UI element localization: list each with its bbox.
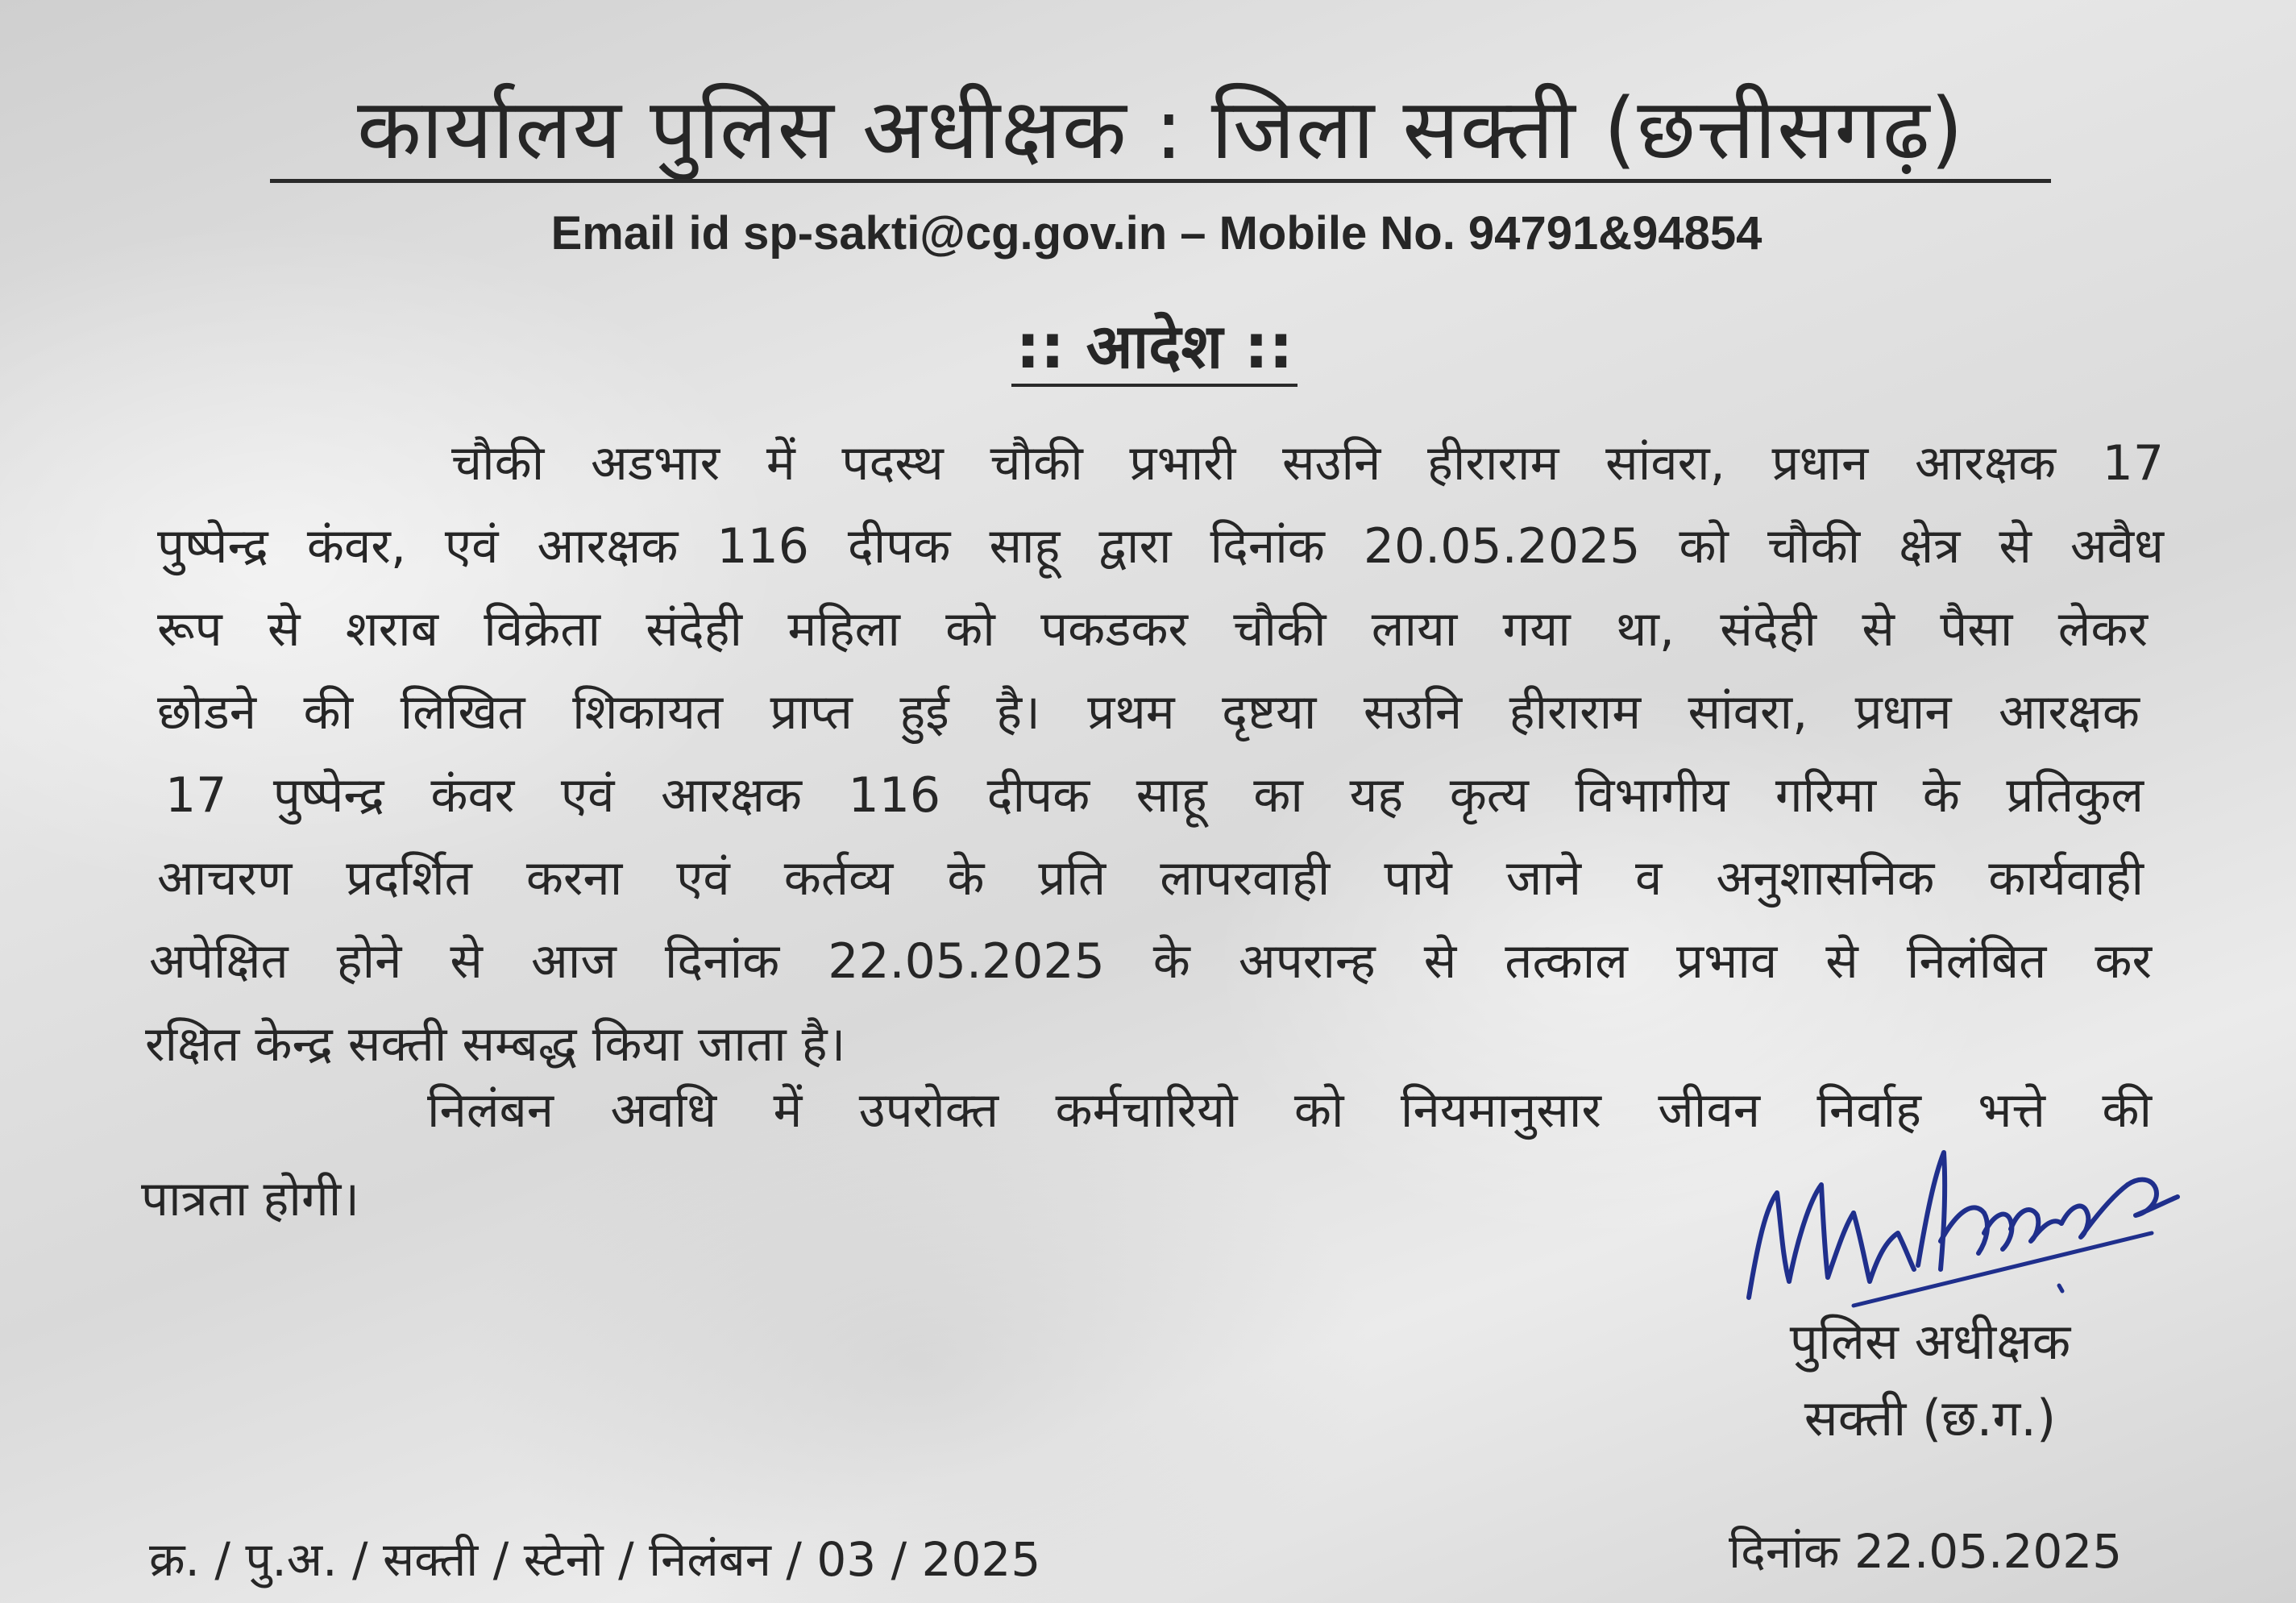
order-heading: :: आदेश :: [1015,310,1293,382]
body-line: आचरण प्रदर्शित करना एवं कर्तव्य के प्रति लापरवाही पाये जाने व अनुशासनिक कार्यवाही [157,850,2144,907]
body-line: रक्षित केन्द्र सक्ती सम्बद्ध किया जाता है। [145,1016,846,1073]
signatory-place: सक्ती (छ.ग.) [1804,1389,2057,1447]
order-date: दिनांक 22.05.2025 [1729,1524,2123,1579]
title-underline [270,179,2051,183]
contact-line: Email id sp-sakti@cg.gov.in – Mobile No. 94791&94854 [550,207,1762,260]
body-line: निलंबन अवधि में उपरोक्त कर्मचारियो को नियमानुसार जीवन निर्वाह भत्ते की [427,1082,2152,1139]
order-heading-underline [1011,384,1297,387]
reference-number: क्र. / पु.अ. / सक्ती / स्टेनो / निलंबन / 03 / 2025 [149,1532,1041,1587]
body-line: छोडने की लिखित शिकायत प्राप्त हुई है। प्रथम दृष्टया सउनि हीराराम सांवरा, प्रधान आरक्षक [157,684,2140,741]
signatory-title: पुलिस अधीक्षक [1789,1312,2071,1371]
body-line: चौकी अडभार में पदस्थ चौकी प्रभारी सउनि हीराराम सांवरा, प्रधान आरक्षक 17 [451,435,2164,492]
body-line: रूप से शराब विक्रेता संदेही महिला को पकडकर चौकी लाया गया था, संदेही से पैसा लेकर [157,601,2148,658]
office-title: कार्यालय पुलिस अधीक्षक : जिला सक्ती (छत्तीसगढ़) [357,80,1964,178]
body-line: पात्रता होगी। [141,1171,360,1227]
body-line: अपेक्षित होने से आज दिनांक 22.05.2025 के अपरान्ह से तत्काल प्रभाव से निलंबित कर [149,933,2152,990]
body-line: 17 पुष्पेन्द्र कंवर एवं आरक्षक 116 दीपक साहू का यह कृत्य विभागीय गरिमा के प्रतिकुल [165,767,2144,824]
signature [1733,1120,2184,1330]
body-line: पुष्पेन्द्र कंवर, एवं आरक्षक 116 दीपक साहू द्वारा दिनांक 20.05.2025 को चौकी क्षेत्र से अवैध [157,518,2164,575]
